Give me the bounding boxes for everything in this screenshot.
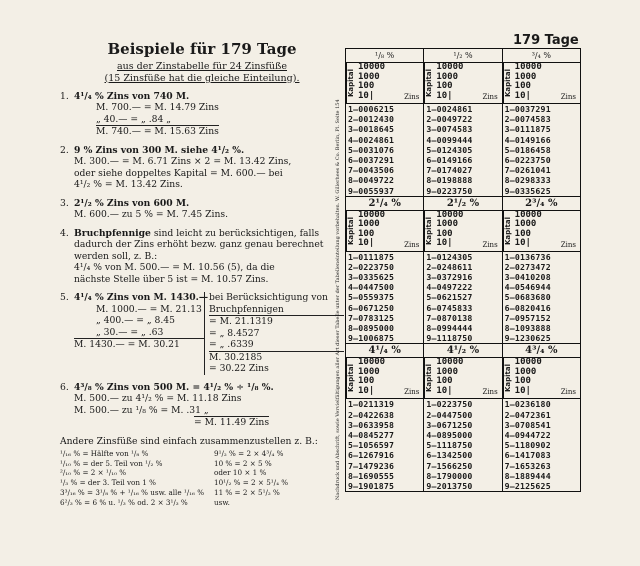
example-number: 1. (60, 90, 69, 102)
capital-label: Kapital (503, 211, 513, 251)
table-row: 5–0621527 (426, 292, 473, 303)
table-section (345, 343, 580, 491)
table-row: 1–0223750 (426, 399, 473, 410)
rate-block (345, 48, 424, 197)
table-row: 5–1056597 (348, 440, 395, 451)
table-row: 4–0845277 (348, 429, 395, 440)
capital-place: 100 (514, 228, 531, 239)
capital-place: 10000 (358, 62, 386, 72)
example-3 (60, 198, 344, 221)
rate-block (423, 343, 502, 492)
capital-place: 10| (436, 90, 453, 101)
capital-place: 10| (514, 238, 531, 249)
table-row: 3–0410208 (504, 272, 551, 283)
capital-place: 1000 (514, 71, 537, 82)
example-line: M. 500.— zu ¹/₈ % = M. .31 „ (74, 404, 209, 416)
capital-place: 10000 (514, 357, 542, 368)
example-line: „ 400.— = „ 8.45 (96, 315, 175, 326)
other-rate-line: 3³/₁₆ % = 3¹/₈ % + ¹/₁₆ % usw. alle ¹/₁₆ % (60, 487, 205, 497)
rate-header: 4¹/₂ % (424, 344, 501, 358)
table-row: 3–0372916 (426, 272, 473, 283)
table-row: 6–0223750 (504, 154, 551, 165)
capital-header (503, 63, 580, 104)
capital-place: 10| (436, 385, 453, 396)
rate-header: ³/₄ % (503, 49, 580, 63)
example-number: 3. (60, 197, 69, 209)
example-total: M. 740.— = M. 15.63 Zins (96, 126, 219, 137)
table-row: 4–0944722 (504, 429, 551, 440)
example-1 (60, 91, 344, 138)
zins-label: Zins (482, 93, 498, 101)
other-rate-line: oder 10 × 1 % (214, 468, 267, 478)
table-row: 9–2125625 (504, 480, 551, 491)
example-5 (60, 292, 344, 375)
rounding-result: = 30.22 Zins (209, 363, 269, 374)
example-number: 2. (60, 144, 69, 156)
rate-header: 4¹/₄ % (346, 344, 423, 358)
table-row: 7–1479236 (348, 460, 395, 471)
table-row: 8–0049722 (348, 175, 395, 186)
other-rate-line: usw. (214, 497, 230, 507)
example-line: „ 40.— = „ .84 „ (96, 113, 171, 125)
example-heading: 2¹/₂ % Zins von 600 M. (74, 197, 190, 209)
table-row: 4–0447500 (348, 282, 395, 293)
table-row: 1–0124305 (426, 251, 473, 262)
other-rates-col-b (210, 449, 288, 507)
table-row: 2–0447500 (426, 409, 473, 420)
example-total: M. 1430.— = M. 30.21 (74, 338, 204, 351)
zins-label: Zins (560, 388, 576, 397)
example-line: M. 600.— zu 5 % = M. 7.45 Zins. (74, 209, 229, 220)
table-row: 3–0111875 (504, 124, 551, 135)
table-row: 6–1342500 (426, 450, 473, 461)
other-rate-line: ¹/₃ % = der 3. Teil von 1 % (60, 478, 156, 488)
capital-place: 100 (436, 376, 453, 387)
example-line: 4¹/₄ % von M. 500.— = M. 10.56 (5), da die (74, 262, 275, 273)
table-row: 9–2013750 (426, 480, 473, 491)
table-row: 6–1417083 (504, 450, 551, 461)
example-heading: 4¹/₄ % Zins von 740 M. (74, 90, 190, 102)
table-row: 8–1690555 (348, 470, 395, 481)
rounding-line: = M. 21.1319 (209, 316, 273, 327)
rounding-line: = „ 8.4527 (209, 327, 260, 339)
table-row: 9–1118750 (426, 333, 473, 344)
capital-place: 10000 (436, 357, 464, 368)
example-4 (60, 228, 344, 286)
table-row: 6–0149166 (426, 154, 473, 165)
table-section (345, 48, 580, 196)
capital-place: 10| (358, 385, 375, 396)
capital-place: 1000 (436, 219, 459, 230)
table-row: 5–1118750 (426, 440, 473, 451)
table-row: 3–0074583 (426, 124, 473, 135)
table-row: 5–1180902 (504, 440, 551, 451)
other-rate-line: 10¹/₂ % = 2 × 5¹/₄ % (214, 478, 289, 488)
table-row: 5–0031076 (348, 144, 395, 155)
rate-block (423, 196, 502, 345)
table-row: 4–0149166 (504, 134, 551, 145)
table-row: 3–0018645 (348, 124, 395, 135)
page-subtitle: aus der Zinstabelle für 24 Zinsfüße (116, 60, 288, 72)
table-row: 4–0024861 (348, 134, 395, 145)
table-row: 8–1889444 (504, 470, 551, 481)
examples-panel (60, 40, 344, 507)
rate-block (502, 196, 581, 345)
table-row: 8–0895000 (348, 323, 395, 333)
capital-place: 10000 (358, 357, 386, 368)
capital-place: 1000 (358, 219, 380, 230)
rate-header: 4³/₄ % (503, 344, 580, 358)
capital-place: 1000 (436, 71, 459, 82)
other-rates-col-a (60, 449, 210, 507)
capital-place: 1000 (514, 366, 537, 377)
page-title: Beispiele für 179 Tage (107, 40, 297, 58)
rounding-header: bei Berücksichtigung von Bruchpfennigen (209, 292, 344, 316)
capital-header (503, 358, 580, 399)
capital-label: Kapital (424, 211, 434, 251)
table-row: 7–0957152 (504, 312, 551, 323)
rate-block (423, 48, 502, 197)
table-row: 1–0006215 (348, 104, 395, 114)
copyright-text: Nachdruck und Abschrift, sowie Vervielfältigungen aller Art dieser Tabelle unter der Tabelleneinteilung vorbehalten. W. Gillerhees & Co. Berlin, Pl. Seite 154 (335, 99, 341, 501)
table-row: 6–0745833 (426, 302, 473, 313)
table-row: 4–0497222 (426, 282, 473, 293)
capital-header (346, 358, 423, 399)
table-row: 1–0024861 (426, 104, 473, 114)
rate-header: ¹/₈ % (346, 49, 423, 63)
table-row: 8–1790000 (426, 470, 473, 481)
capital-place: 10000 (436, 62, 464, 72)
table-section (345, 196, 580, 344)
table-row: 3–0708541 (504, 419, 551, 430)
table-row: 1–0111875 (348, 251, 395, 262)
table-row: 2–0273472 (504, 261, 551, 272)
table-row: 1–0037291 (504, 104, 551, 114)
table-row: 5–0186458 (504, 144, 551, 155)
capital-header (424, 358, 501, 399)
table-row: 2–0074583 (504, 114, 551, 125)
capital-label: Kapital (346, 358, 356, 398)
rate-block (345, 343, 424, 492)
table-row: 9–1230625 (504, 333, 551, 344)
example-line: M. 1000.— = M. 21.13 (96, 303, 202, 315)
capital-place: 100 (436, 81, 453, 91)
example-line: M. 500.— zu 4¹/₂ % = M. 11.18 Zins (74, 393, 242, 404)
capital-place: 100 (358, 81, 375, 91)
capital-place: 100 (514, 81, 531, 91)
table-row: 6–0671250 (348, 302, 395, 313)
rate-header: ¹/₂ % (424, 49, 501, 63)
capital-place: 1000 (436, 366, 459, 377)
capital-label: Kapital (346, 211, 356, 251)
example-heading: 4³/₈ % Zins von 500 M. = 4¹/₂ % ÷ ¹/₈ %. (74, 381, 274, 393)
capital-place: 10000 (358, 209, 386, 220)
table-row: 1–0236180 (504, 399, 551, 410)
table-row: 7–1566250 (426, 460, 473, 471)
example-heading: 4¹/₄ % Zins von M. 1430.— (74, 292, 209, 303)
capital-place: 100 (514, 376, 531, 387)
table-row: 2–0049722 (426, 114, 473, 125)
capital-place: 10000 (514, 209, 542, 220)
table-row: 6–1267916 (348, 450, 395, 461)
table-row: 3–0335625 (348, 272, 395, 283)
other-rate-line: 10 % = 2 × 5 % (214, 458, 272, 468)
rate-block (502, 48, 581, 197)
other-rate-line: 11 % = 2 × 5¹/₂ % (214, 487, 280, 497)
table-row: 1–0211319 (348, 399, 395, 410)
capital-place: 1000 (358, 71, 380, 82)
capital-place: 10| (358, 90, 375, 101)
table-title: 179 Tage (513, 33, 579, 48)
capital-header (424, 211, 501, 252)
zins-label: Zins (404, 240, 420, 249)
other-rate-line: ¹/₁₆ % = Hälfte von ¹/₈ % (60, 449, 149, 458)
example-6 (60, 382, 344, 429)
example-line: M. 300.— = M. 6.71 Zins × 2 = M. 13.42 Zins, (74, 156, 292, 167)
page-subtitle-note: (15 Zinsfüße hat die gleiche Einteilung). (104, 72, 300, 84)
rate-block (502, 343, 581, 492)
capital-place: 100 (358, 376, 375, 387)
table-row: 3–0633958 (348, 419, 395, 430)
table-row: 8–0298333 (504, 175, 551, 186)
zins-label: Zins (404, 93, 420, 101)
table-row: 9–0223750 (426, 185, 473, 196)
table-row: 7–0870138 (426, 312, 473, 323)
example-heading: 9 % Zins von 300 M. siehe 4¹/₂ %. (74, 144, 245, 156)
table-row: 4–0099444 (426, 134, 473, 145)
table-row: 2–0012430 (348, 114, 395, 125)
table-row: 7–1653263 (504, 460, 551, 471)
rounding-line: = „ .6339 (209, 339, 254, 350)
capital-header (503, 211, 580, 252)
example-heading: Bruchpfennige (74, 227, 151, 239)
table-row: 7–0261041 (504, 165, 551, 176)
example-line: M. 700.— = M. 14.79 Zins (96, 102, 219, 113)
rate-header: 2¹/₂ % (424, 197, 501, 211)
table-row: 5–0559375 (348, 292, 395, 303)
table-row: 9–0335625 (504, 185, 551, 196)
table-row: 8–0994444 (426, 323, 473, 333)
example-line: oder siehe doppeltes Kapital = M. 600.— bei (74, 167, 283, 179)
example-number: 4. (60, 227, 69, 239)
copyright-sidebar (335, 40, 343, 560)
capital-label: Kapital (503, 63, 513, 103)
zins-label: Zins (560, 240, 576, 249)
table-row: 8–1093888 (504, 323, 551, 333)
other-rate-line: ²/₁₀ % = 2 × ¹/₁₀ % (60, 468, 127, 478)
capital-header (346, 211, 423, 252)
example-2 (60, 145, 344, 191)
capital-header (346, 63, 423, 104)
table-row: 4–0546944 (504, 282, 551, 293)
table-row: 1–0136736 (504, 251, 551, 262)
table-row: 7–0783125 (348, 312, 395, 323)
table-row: 7–0043506 (348, 165, 395, 176)
capital-place: 100 (358, 228, 375, 239)
table-row: 6–0037291 (348, 154, 395, 165)
table-row: 4–0895000 (426, 429, 473, 440)
capital-place: 10000 (514, 62, 542, 72)
table-row: 2–0223750 (348, 261, 395, 272)
capital-label: Kapital (346, 63, 356, 103)
table-row: 6–0820416 (504, 302, 551, 313)
interest-table (345, 48, 580, 491)
example-line: nächste Stelle über 5 ist = M. 10.57 Zins. (74, 273, 269, 285)
capital-label: Kapital (503, 358, 513, 398)
capital-place: 10| (514, 385, 531, 396)
example-number: 6. (60, 381, 69, 393)
example-text: sind leicht zu berücksichtigen, falls dadurch der Zins erhöht bezw. ganz genau berechnet werden soll, z. B.: (74, 227, 324, 262)
table-row: 2–0422638 (348, 409, 395, 420)
capital-header (424, 63, 501, 104)
table-row: 5–0683680 (504, 292, 551, 303)
table-row: 3–0671250 (426, 419, 473, 430)
example-total: = M. 11.49 Zins (194, 417, 270, 428)
table-row: 5–0124305 (426, 144, 473, 155)
other-rate-line: 9¹/₂ % = 2 × 4³/₄ % (214, 449, 284, 458)
table-row: 9–0055937 (348, 185, 395, 196)
rounding-total: M. 30.2185 (209, 351, 344, 364)
capital-place: 10| (436, 238, 453, 249)
capital-label: Kapital (424, 358, 434, 398)
other-rate-line: ¹/₁₀ % = der 5. Teil von ¹/₂ % (60, 458, 163, 468)
zins-label: Zins (404, 388, 420, 397)
table-row: 7–0174027 (426, 165, 473, 176)
example-line: 4¹/₂ % = M. 13.42 Zins. (74, 179, 183, 190)
table-row: 2–0472361 (504, 409, 551, 420)
zins-label: Zins (560, 93, 576, 101)
table-row: 8–0198888 (426, 175, 473, 186)
table-row: 9–1901875 (348, 480, 395, 491)
capital-place: 100 (436, 228, 453, 239)
other-rate-line: 6²/₃ % = 6 % u. ¹/₃ % od. 2 × 3¹/₃ % (60, 497, 188, 507)
rate-block (345, 196, 424, 345)
zins-label: Zins (482, 240, 498, 249)
rate-header: 2¹/₄ % (346, 197, 423, 211)
capital-place: 10000 (436, 209, 464, 220)
example-number: 5. (60, 292, 69, 303)
example-line: „ 30.— = „ .63 (96, 326, 164, 338)
table-row: 2–0248611 (426, 261, 473, 272)
capital-label: Kapital (424, 63, 434, 103)
other-rates-heading: Andere Zinsfüße sind einfach zusammenzustellen z. B.: (60, 435, 318, 447)
rate-header: 2³/₄ % (503, 197, 580, 211)
capital-place: 10| (358, 238, 375, 249)
capital-place: 1000 (514, 219, 537, 230)
zins-label: Zins (482, 388, 498, 397)
capital-place: 1000 (358, 366, 380, 377)
capital-place: 10| (514, 90, 531, 101)
table-row: 9–1006875 (348, 333, 395, 344)
other-rates (60, 449, 344, 507)
